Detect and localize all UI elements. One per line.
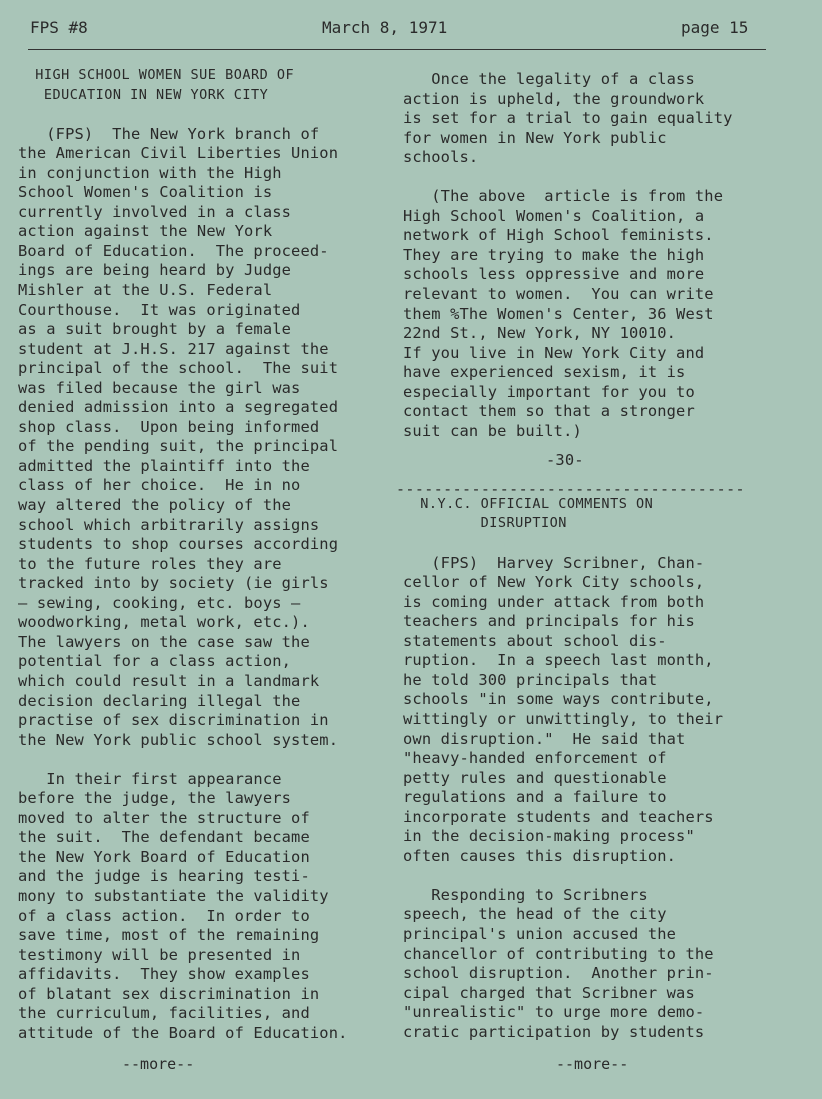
article-text-line: them %The Women's Center, 36 West bbox=[403, 304, 714, 323]
article-text-line: relevant to women. You can write bbox=[403, 285, 714, 304]
article-text-line: Courthouse. It was originated bbox=[18, 300, 301, 319]
article-text-line: ings are being heard by Judge bbox=[18, 261, 292, 280]
article-text-line: potential for a class action, bbox=[18, 652, 292, 671]
article-text-line: Responding to Scribners bbox=[403, 885, 648, 904]
article-headline-line: N.Y.C. OFFICIAL COMMENTS ON bbox=[403, 495, 654, 512]
article-text-line: High School Women's Coalition, a bbox=[403, 206, 705, 225]
paragraph-spacer bbox=[403, 534, 733, 554]
article-text-line: suit can be built.) bbox=[403, 421, 582, 440]
article-text-line: If you live in New York City and bbox=[403, 343, 705, 362]
article-text-line: "heavy-handed enforcement of bbox=[403, 749, 667, 768]
article-text-line: — sewing, cooking, etc. boys — bbox=[18, 593, 301, 612]
article-text-line: In their first appearance bbox=[18, 769, 282, 788]
article-text-line: schools "in some ways contribute, bbox=[403, 690, 714, 709]
article-text-line: speech, the head of the city bbox=[403, 905, 667, 924]
article-text-line: (FPS) The New York branch of bbox=[18, 124, 320, 143]
paragraph-spacer bbox=[18, 105, 348, 125]
article-text-line: wittingly or unwittingly, to their bbox=[403, 709, 724, 728]
article-text-line: students to shop courses according bbox=[18, 535, 339, 554]
page-header bbox=[0, 18, 822, 44]
article-text-line: class of her choice. He in no bbox=[18, 476, 301, 495]
right-more-marker: --more-- bbox=[556, 1055, 629, 1073]
article-text-line: ruption. In a speech last month, bbox=[403, 651, 714, 670]
article-text-line: 22nd St., New York, NY 10010. bbox=[403, 324, 677, 343]
right-column bbox=[403, 70, 733, 1042]
article-text-line: the New York Board of Education bbox=[18, 847, 310, 866]
article-text-line: The lawyers on the case saw the bbox=[18, 632, 310, 651]
left-column bbox=[18, 66, 348, 1043]
article-text-line: in the decision-making process" bbox=[403, 827, 695, 846]
article-text-line: was filed because the girl was bbox=[18, 378, 301, 397]
article-text-line: Mishler at the U.S. Federal bbox=[18, 281, 273, 300]
article-text-line: principal of the school. The suit bbox=[18, 359, 339, 378]
article-text-line: (FPS) Harvey Scribner, Chan- bbox=[403, 553, 705, 572]
article-text-line: teachers and principals for his bbox=[403, 612, 695, 631]
article-text-line: testimony will be presented in bbox=[18, 945, 301, 964]
article-text-line: schools. bbox=[403, 148, 479, 167]
article-text-line: currently involved in a class bbox=[18, 202, 292, 221]
end-of-article-mark: -30- bbox=[546, 451, 584, 470]
article-text-line: the suit. The defendant became bbox=[18, 828, 310, 847]
article-text-line: as a suit brought by a female bbox=[18, 320, 292, 339]
article-text-line: action against the New York bbox=[18, 222, 273, 241]
article-headline-line: HIGH SCHOOL WOMEN SUE BOARD OF bbox=[18, 67, 295, 83]
article-text-line: way altered the policy of the bbox=[18, 496, 292, 515]
article-text-line: school disruption. Another prin- bbox=[403, 964, 714, 983]
article-text-line: the curriculum, facilities, and bbox=[18, 1004, 310, 1023]
article-text-line: principal's union accused the bbox=[403, 924, 677, 943]
article-text-line: cellor of New York City schools, bbox=[403, 573, 705, 592]
article-text-line: student at J.H.S. 217 against the bbox=[18, 339, 329, 358]
article-text-line: admitted the plaintiff into the bbox=[18, 456, 310, 475]
article-text-line: chancellor of contributing to the bbox=[403, 944, 714, 963]
article-text-line: of a class action. In order to bbox=[18, 906, 310, 925]
article-text-line: Once the legality of a class bbox=[403, 70, 695, 88]
paragraph-spacer bbox=[403, 866, 733, 886]
article-text-line: practise of sex discrimination in bbox=[18, 711, 329, 730]
article-text-line: attitude of the Board of Education. bbox=[18, 1023, 348, 1042]
article-text-line: especially important for you to bbox=[403, 382, 695, 401]
header-rule bbox=[28, 49, 766, 50]
article-text-line: denied admission into a segregated bbox=[18, 398, 339, 417]
article-text-line: woodworking, metal work, etc.). bbox=[18, 613, 310, 632]
article-text-line: own disruption." He said that bbox=[403, 729, 686, 748]
article-text-line: (The above article is from the bbox=[403, 187, 724, 206]
left-more-marker: --more-- bbox=[122, 1055, 195, 1073]
newsletter-issue: FPS #8 bbox=[30, 18, 88, 37]
article-headline-line: DISRUPTION bbox=[403, 515, 567, 532]
article-text-line: contact them so that a stronger bbox=[403, 402, 695, 421]
article-headline-line: EDUCATION IN NEW YORK CITY bbox=[18, 86, 269, 103]
article-text-line: shop class. Upon being informed bbox=[18, 417, 320, 436]
article-text-line: is coming under attack from both bbox=[403, 592, 705, 611]
article-text-line: of the pending suit, the principal bbox=[18, 437, 339, 456]
article-text-line: cipal charged that Scribner was bbox=[403, 983, 695, 1002]
article-text-line: often causes this disruption. bbox=[403, 846, 677, 865]
section-divider: ------------------------------------- bbox=[396, 480, 745, 498]
article-text-line: save time, most of the remaining bbox=[18, 926, 320, 945]
article-text-line: decision declaring illegal the bbox=[18, 691, 301, 710]
article-text-line: the New York public school system. bbox=[18, 730, 339, 749]
article-text-line: before the judge, the lawyers bbox=[18, 789, 292, 808]
article-text-line: for women in New York public bbox=[403, 128, 667, 147]
article-text-line: incorporate students and teachers bbox=[403, 807, 714, 826]
article-text-line: and the judge is hearing testi- bbox=[18, 867, 310, 886]
article-text-line: mony to substantiate the validity bbox=[18, 886, 329, 905]
article-text-line: Board of Education. The proceed- bbox=[18, 241, 329, 260]
article-text-line: petty rules and questionable bbox=[403, 768, 667, 787]
article-text-line: he told 300 principals that bbox=[403, 670, 658, 689]
paragraph-spacer bbox=[403, 168, 733, 188]
article-text-line: cratic participation by students bbox=[403, 1022, 705, 1041]
article-text-line: moved to alter the structure of bbox=[18, 808, 310, 827]
article-text-line: which could result in a landmark bbox=[18, 671, 320, 690]
article-text-line: have experienced sexism, it is bbox=[403, 363, 686, 382]
article-text-line: in conjunction with the High bbox=[18, 163, 282, 182]
article-text-line: action is upheld, the groundwork bbox=[403, 89, 705, 108]
article-text-line: statements about school dis- bbox=[403, 631, 667, 650]
page-number: page 15 bbox=[681, 18, 749, 37]
article-text-line: the American Civil Liberties Union bbox=[18, 144, 339, 163]
article-text-line: to the future roles they are bbox=[18, 554, 282, 573]
article-text-line: School Women's Coalition is bbox=[18, 183, 273, 202]
article-text-line: tracked into by society (ie girls bbox=[18, 574, 329, 593]
article-text-line: affidavits. They show examples bbox=[18, 965, 310, 984]
article-text-line: They are trying to make the high bbox=[403, 245, 705, 264]
issue-date: March 8, 1971 bbox=[322, 18, 448, 37]
article-text-line: is set for a trial to gain equality bbox=[403, 109, 733, 128]
paragraph-spacer bbox=[18, 750, 348, 770]
article-text-line: school which arbitrarily assigns bbox=[18, 515, 320, 534]
article-text-line: "unrealistic" to urge more demo- bbox=[403, 1003, 705, 1022]
article-text-line: schools less oppressive and more bbox=[403, 265, 705, 284]
article-text-line: regulations and a failure to bbox=[403, 788, 667, 807]
article-text-line: of blatant sex discrimination in bbox=[18, 984, 320, 1003]
article-text-line: network of High School feminists. bbox=[403, 226, 714, 245]
